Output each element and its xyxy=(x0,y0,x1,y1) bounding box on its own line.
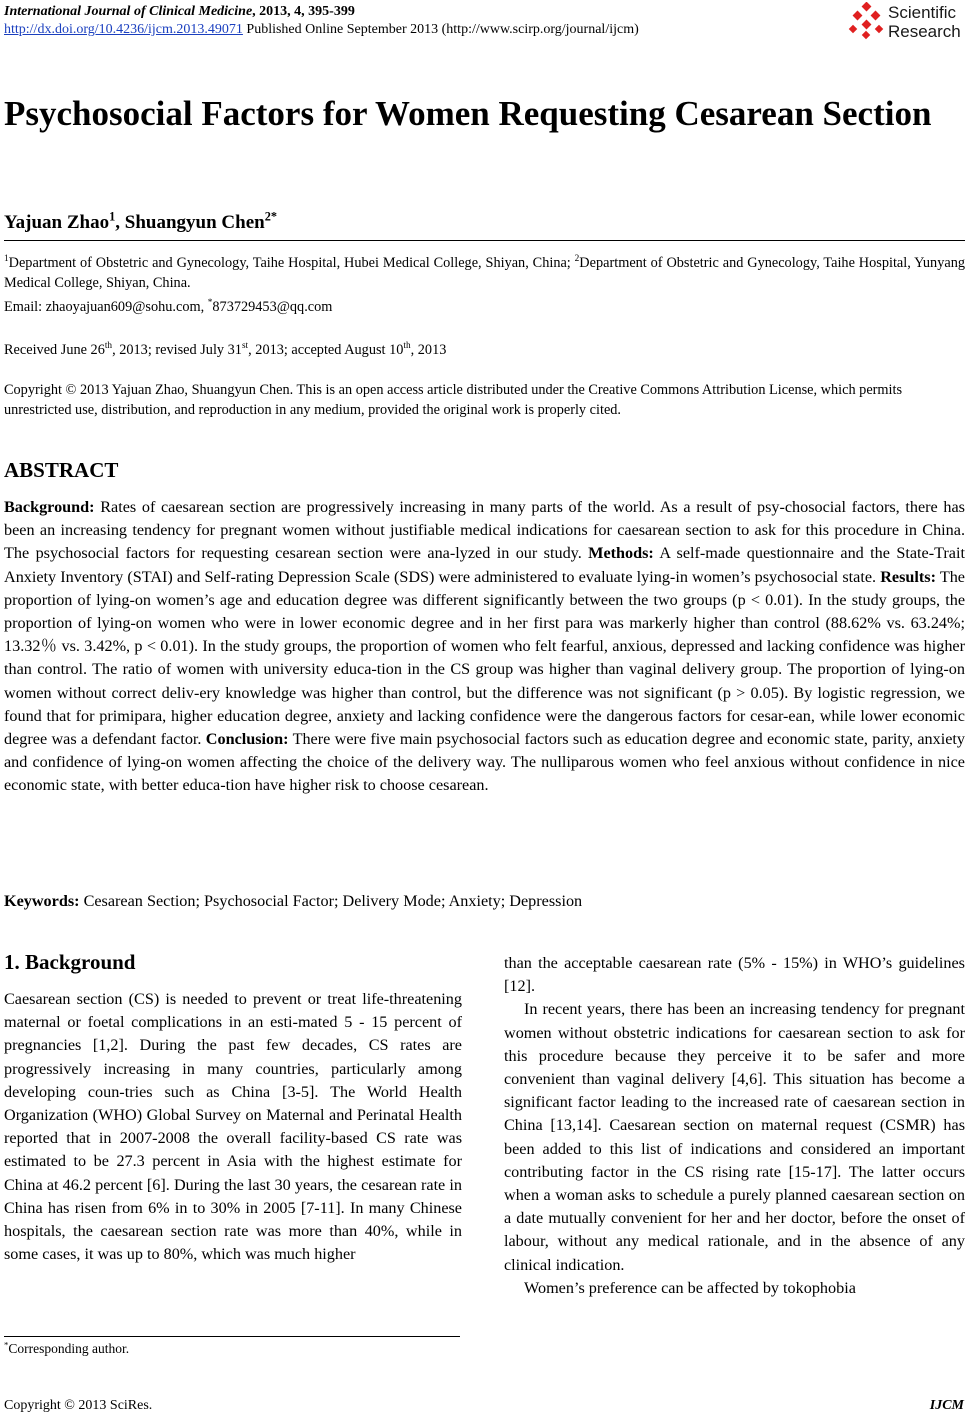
footnote-marker: * xyxy=(4,1339,9,1350)
logo-text-scientific: Scientific xyxy=(888,3,957,22)
received-date: Received June 26 xyxy=(4,342,105,358)
author-list xyxy=(4,209,278,234)
affil-2-marker: 2 xyxy=(574,254,580,265)
author-2-affil: 2* xyxy=(264,209,278,224)
section-heading: 1. Background xyxy=(4,950,136,974)
author-1: Yajuan Zhao xyxy=(4,212,110,233)
journal-citation xyxy=(4,4,355,20)
email-1: Email: zhaoyajuan609@sohu.com, xyxy=(4,299,208,315)
accepted-date: , 2013; accepted August 10 xyxy=(248,342,404,358)
conclusion-label: Conclusion: xyxy=(205,730,289,749)
right-column xyxy=(504,952,965,1300)
affiliations xyxy=(4,253,965,293)
email-marker: * xyxy=(207,298,213,309)
background-text: Rates of caesarean section are progressively increasing in many parts of the world. As a result of psy-chosocial factors, there has been an increasing tendency for pregnant women without justifiable medical indications for caesarean section to ask for this procedure in China. The psychosocial factors for requesting cesarean section were ana-lyzed in our study. xyxy=(4,498,965,563)
keywords-label: Keywords: xyxy=(4,892,80,910)
received-dates xyxy=(4,340,446,360)
ordinal-suffix: th xyxy=(403,341,411,352)
methods-text: A self-made questionnaire and the State-Trait Anxiety Inventory (STAI) and Self-rating Depression Scale (SDS) were administered to evaluate lying-in women’s psychosocial state. xyxy=(4,544,965,586)
scirp-logo-icon xyxy=(848,2,886,42)
keywords-line xyxy=(4,892,582,911)
conclusion-text: There were five main psychosocial factors such as education degree and economic state, parity, anxiety and confidence of lying-on women affecting the choice of the delivery way. The nulliparous women who feel anxious without confidence in nice economic state, with better educa-tion have higher risk to choose cesarean. xyxy=(4,730,965,795)
abstract-heading: ABSTRACT xyxy=(4,458,119,482)
paragraph: Women’s preference can be affected by tokophobia xyxy=(524,1278,856,1297)
doi-link[interactable]: http://dx.doi.org/10.4236/ijcm.2013.49071 xyxy=(4,22,243,37)
doi-line xyxy=(4,22,639,38)
footnote-rule xyxy=(4,1336,460,1337)
ordinal-suffix: th xyxy=(104,341,113,352)
footer-journal-abbr: IJCM xyxy=(929,1398,964,1413)
paragraph: In recent years, there has been an increasing tendency for pregnant women without obstetric indications for caesarean section to ask for this procedure because they perceive it to be safer and more convenient than vaginal delivery [4,6]. This situation has become a significant factor leading to the increased rate of caesarean section in China [13,14]. Caesarean section on maternal request (CSMR) has been added to this list of indications and considered an important contributing factor in the CS rising rate [15-17]. The latter occurs when a woman asks to schedule a purely planned caesarean section on a date mutually convenient for her and her doctor, before the onset of labour, without any medical rationale, and in the absence of any clinical indication. xyxy=(504,1000,965,1274)
email-2: 873729453@qq.com xyxy=(212,299,333,315)
methods-label: Methods: xyxy=(588,544,654,563)
affil-2: Department of Obstetric and Gynecology, Taihe Hospital, Yunyang Medical College, Shiyan, China. xyxy=(4,255,965,291)
revised-date: , 2013; revised July 31 xyxy=(112,342,242,358)
affil-1: Department of Obstetric and Gynecology, Taihe Hospital, Hubei Medical College, Shiyan, China; xyxy=(8,255,575,271)
journal-name: International Journal of Clinical Medicine xyxy=(4,4,253,19)
results-text: The proportion of lying-on women’s age and education degree was different significantly between the two groups (p < 0.01). In the study groups, the proportion of lying-on women who were in lower economic degree and in her first para was markerly higher than control (88.62% vs. 63.24%; 13.32％ vs. 3.42%, p < 0.01). In the study groups, the proportion of women who felt fearful, anxious, depressed and lacking confidence was higher than control. The ratio of women with university educa-tion in the CS group was higher than vaginal delivery group. The proportion of lying-on women without correct deliv-ery knowledge was higher than control, but the difference was not significant (p > 0.05). By logistic regression, we found that for primipara, higher education degree, anxiety and lacking confidence were the dangerous factors for cesar-ean, while lower economic degree was a defendant factor. xyxy=(4,567,965,749)
left-column xyxy=(4,988,462,1266)
author-separator: , xyxy=(115,212,125,233)
author-2: Shuangyun Chen xyxy=(124,212,265,233)
ordinal-suffix: st xyxy=(241,341,249,352)
keywords-text: Cesarean Section; Psychosocial Factor; Delivery Mode; Anxiety; Depression xyxy=(79,892,583,910)
journal-volume: , 2013, 4, 395-399 xyxy=(252,4,355,19)
title-rule xyxy=(4,240,965,241)
paper-title: Psychosocial Factors for Women Requesting Cesarean Section xyxy=(4,94,932,133)
paragraph: than the acceptable caesarean rate (5% - 15%) in WHO’s guidelines [12]. xyxy=(504,954,965,996)
background-label: Background: xyxy=(4,498,95,516)
copyright-notice: Copyright © 2013 Yajuan Zhao, Shuangyun Chen. This is an open access article distributed under the Creative Commons Attribution License, which permits unrestricted use, distribution, and reproduction in any medium, provided the original work is properly cited. xyxy=(4,382,903,418)
results-label: Results: xyxy=(880,567,936,586)
paragraph: Caesarean section (CS) is needed to prevent or treat life-threatening maternal or foetal complications in an esti-mated 5 - 15 percent of pregnancies [1,2]. During the past few decades, CS rates are progressively increasing in many countries, particularly among developing coun-tries such as China [3-5]. The World Health Organization (WHO) Global Survey on Maternal and Perinatal Health reported that in 2007-2008 the overall facility-based CS rate was estimated to be 27.3 percent in Asia with the highest estimate for China at 46.2 percent [6]. During the last 30 years, the cesarean rate in China has risen from 6% in to 30% in 2005 [7-11]. In many Chinese hospitals, the caesarean section rate was more than 40%, while in some cases, it was up to 80%, which was much higher xyxy=(4,990,462,1264)
footnote xyxy=(4,1341,129,1357)
author-1-affil: 1 xyxy=(109,209,116,224)
published-online: Published Online September 2013 (http://www.scirp.org/journal/ijcm) xyxy=(242,22,639,37)
email-line xyxy=(4,297,332,317)
footer-copyright: Copyright © 2013 SciRes. xyxy=(4,1398,153,1413)
abstract-body xyxy=(4,496,965,798)
publisher-logo xyxy=(848,2,966,42)
footnote-text: Corresponding author. xyxy=(8,1341,130,1356)
year: , 2013 xyxy=(410,342,447,358)
logo-text-research: Research xyxy=(888,22,961,41)
affil-1-marker: 1 xyxy=(4,254,9,265)
